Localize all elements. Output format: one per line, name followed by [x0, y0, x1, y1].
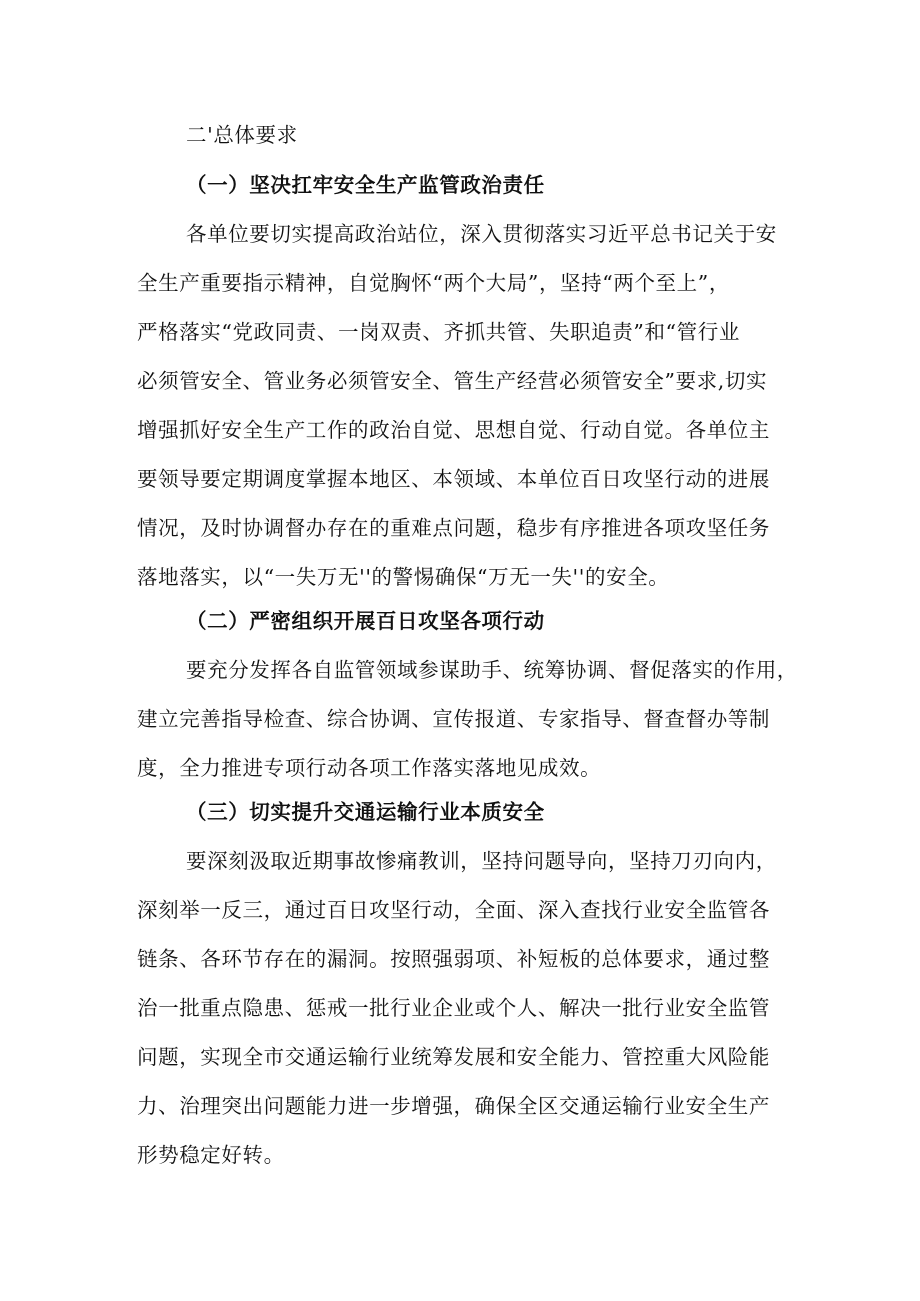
subsection-2-line-1: 要充分发挥各自监管领域参谋助手、统筹协调、督促落实的作用， [186, 658, 798, 682]
subsection-1-heading: （一）坚决扛牢安全生产监管政治责任 [186, 173, 545, 197]
subsection-3-line-1: 要深刻汲取近期事故惨痛教训，坚持问题导向，坚持刀刃向内， [186, 849, 777, 873]
subsection-3-line-5: 问题，实现全市交通运输行业统筹发展和安全能力、管控重大风险能 [137, 1045, 770, 1069]
subsection-2-line-2: 建立完善指导检查、综合协调、宣传报道、专家指导、督查督办等制 [137, 707, 770, 731]
subsection-3-line-4: 治一批重点隐患、惩戒一批行业企业或个人、解决一批行业安全监管 [137, 996, 770, 1020]
subsection-1-line-5: 增强抓好安全生产工作的政治自觉、思想自觉、行动自觉。各单位主 [137, 418, 770, 442]
subsection-2-line-3: 度，全力推进专项行动各项工作落实落地见成效。 [137, 756, 602, 780]
subsection-3-line-6: 力、治理突出问题能力进一步增强，确保全区交通运输行业安全生产 [137, 1094, 770, 1118]
subsection-3-line-7: 形势稳定好转。 [137, 1143, 285, 1167]
subsection-1-line-4: 必须管安全、管业务必须管安全、管生产经营必须管安全”要求,切实 [137, 369, 768, 393]
subsection-1-line-3: 严格落实“党政同责、一岗双责、齐抓共管、失职追责”和“管行业 [137, 320, 740, 344]
subsection-1-line-8: 落地落实，以“一失万无''的警惕确保“万无一失''的安全。 [137, 565, 670, 589]
subsection-1-line-6: 要领导要定期调度掌握本地区、本领域、本单位百日攻坚行动的进展 [137, 467, 770, 491]
section-title: 二'总体要求 [186, 123, 298, 147]
subsection-3-line-2: 深刻举一反三，通过百日攻坚行动，全面、深入查找行业安全监管各 [137, 898, 770, 922]
subsection-3-line-3: 链条、各环节存在的漏洞。按照强弱项、补短板的总体要求，通过整 [137, 947, 770, 971]
subsection-3-heading: （三）切实提升交通运输行业本质安全 [186, 800, 545, 824]
subsection-1-line-7: 情况，及时协调督办存在的重难点问题，稳步有序推进各项攻坚任务 [137, 516, 770, 540]
subsection-1-line-2: 全生产重要指示精神，自觉胸怀“两个大局”，坚持“两个至上”， [137, 271, 730, 295]
subsection-1-line-1: 各单位要切实提高政治站位，深入贯彻落实习近平总书记关于安 [186, 222, 777, 246]
subsection-2-heading: （二）严密组织开展百日攻坚各项行动 [186, 609, 545, 633]
